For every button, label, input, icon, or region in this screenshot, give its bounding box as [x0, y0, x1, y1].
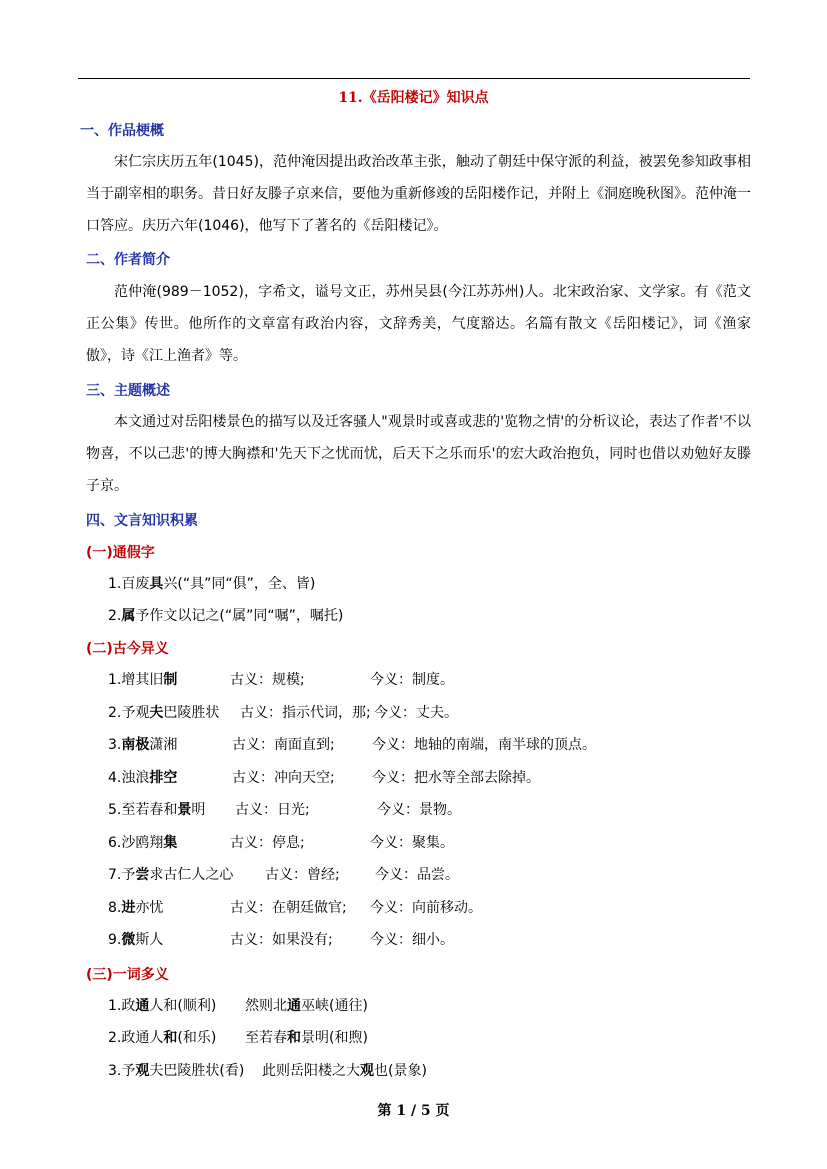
item-keyword: 观 — [360, 1063, 374, 1079]
item-number: 9. — [108, 932, 122, 948]
modern-meaning: 今义：地轴的南端，南半球的顶点。 — [372, 737, 596, 753]
item-text: 巫峡(通往) — [301, 998, 368, 1014]
tongjia-item — [108, 606, 343, 626]
ancient-meaning: 古义：指示代词，那; — [240, 705, 371, 721]
ancient-meaning: 古义：规模; — [230, 672, 305, 688]
item-keyword: 夫 — [149, 705, 164, 721]
item-text: 予观 — [121, 705, 150, 721]
item-number: 6. — [108, 835, 122, 851]
modern-meaning: 今义：向前移动。 — [370, 900, 482, 916]
document-title: 11.《岳阳楼记》知识点 — [338, 90, 489, 106]
item-text: 至若春 — [245, 1030, 287, 1046]
item-keyword: 观 — [135, 1063, 150, 1079]
item-number: 1. — [108, 576, 122, 592]
modern-meaning: 今义：丈夫。 — [374, 705, 458, 721]
gujin-item — [108, 930, 163, 950]
section-2-paragraph: 范仲淹(989－1052)，字希文，谥号文正，苏州吴县(今江苏苏州)人。北宋政治家、文学家。有《范文正公集》传世。他所作的文章富有政治内容，文辞秀美，气度豁达。名篇有散文《岳阳楼记》，词《渔家傲》，诗《江上渔者》等。 — [86, 284, 751, 364]
section-4-heading: 四、文言知识积累 — [86, 513, 198, 529]
ancient-meaning: 古义：停息; — [230, 835, 305, 851]
item-text: 予 — [121, 1063, 136, 1079]
item-number: 1. — [108, 998, 122, 1014]
item-text: 斯人 — [135, 932, 164, 948]
header-rule — [78, 78, 750, 79]
item-keyword: 具 — [149, 576, 164, 592]
duoyi-item — [108, 1061, 244, 1081]
item-keyword: 微 — [121, 932, 136, 948]
item-keyword: 集 — [163, 835, 178, 851]
item-text: 予 — [121, 867, 136, 883]
modern-meaning: 今义：聚集。 — [370, 835, 454, 851]
ancient-meaning: 古义：日光; — [235, 802, 310, 818]
section-2-heading: 二、作者简介 — [86, 252, 170, 268]
item-text: 兴(“具”同“俱”，全、皆) — [163, 576, 316, 592]
gujin-item — [108, 833, 177, 853]
item-number: 8. — [108, 900, 122, 916]
modern-meaning: 今义：品尝。 — [375, 867, 459, 883]
duoyi-item — [108, 1028, 216, 1048]
item-text: 此则岳阳楼之大 — [262, 1063, 360, 1079]
section-1-paragraph: 宋仁宗庆历五年(1045)，范仲淹因提出政治改革主张，触动了朝廷中保守派的利益，被罢免参知政事相当于副宰相的职务。昔日好友滕子京来信，要他为重新修竣的岳阳楼作记，并附上《洞庭晚秋图》。范仲淹一口答应。庆历六年(1046)，他写下了著名的《岳阳楼记》。 — [86, 154, 751, 234]
gujin-item — [108, 865, 233, 885]
item-text: (和乐) — [177, 1030, 217, 1046]
ancient-meaning: 古义：冲向天空; — [232, 770, 335, 786]
item-text: 明 — [191, 802, 206, 818]
item-keyword: 排空 — [149, 770, 178, 786]
item-keyword: 属 — [121, 608, 136, 624]
ancient-meaning: 古义：南面直到; — [232, 737, 335, 753]
item-text: 然则北 — [245, 998, 287, 1014]
item-number: 5. — [108, 802, 122, 818]
item-keyword: 制 — [163, 672, 178, 688]
gujin-heading: (二)古今异义 — [86, 641, 169, 657]
modern-meaning: 今义：把水等全部去除掉。 — [372, 770, 540, 786]
item-text: 也(景象) — [374, 1063, 427, 1079]
page-footer: 第 1 / 5 页 — [377, 1103, 450, 1119]
tongjia-heading: (一)通假字 — [86, 545, 155, 561]
gujin-item — [108, 670, 177, 690]
item-text: 夫巴陵胜状(看) — [149, 1063, 245, 1079]
item-keyword: 景 — [177, 802, 192, 818]
item-text: 予作文以记之(“属”同“嘱”，嘱托) — [135, 608, 344, 624]
item-text: 至若春和 — [121, 802, 178, 818]
item-keyword: 进 — [121, 900, 136, 916]
duoyi-item — [108, 996, 216, 1016]
item-text: 人和(顺利) — [149, 998, 217, 1014]
duoyi-heading: (三)一词多义 — [86, 967, 169, 983]
item-text: 沙鸥翔 — [121, 835, 164, 851]
gujin-item — [108, 703, 219, 723]
section-1-heading: 一、作品梗概 — [80, 123, 164, 139]
duoyi-example — [245, 996, 368, 1016]
duoyi-example — [262, 1061, 427, 1081]
gujin-item — [108, 735, 177, 755]
item-keyword: 和 — [163, 1030, 178, 1046]
item-text: 景明(和煦) — [301, 1030, 368, 1046]
item-keyword: 南极 — [121, 737, 150, 753]
modern-meaning: 今义：制度。 — [370, 672, 454, 688]
ancient-meaning: 古义：在朝廷做官; — [230, 900, 347, 916]
item-keyword: 和 — [287, 1030, 301, 1046]
item-text: 求古仁人之心 — [149, 867, 234, 883]
ancient-meaning: 古义：曾经; — [265, 867, 340, 883]
item-number: 7. — [108, 867, 122, 883]
item-text: 百废 — [121, 576, 150, 592]
item-keyword: 通 — [135, 998, 150, 1014]
gujin-item — [108, 898, 163, 918]
item-keyword: 通 — [287, 998, 301, 1014]
item-number: 3. — [108, 737, 122, 753]
modern-meaning: 今义：细小。 — [370, 932, 454, 948]
item-text: 巴陵胜状 — [163, 705, 220, 721]
item-text: 浊浪 — [121, 770, 150, 786]
section-3-paragraph: 本文通过对岳阳楼景色的描写以及迁客骚人"观景时或喜或悲的'览物之情'的分析议论，表达了作者'不以物喜，不以己悲'的博大胸襟和'先天下之忧而忧，后天下之乐而乐'的宏大政治抱负，同时也借以劝勉好友滕子京。 — [86, 414, 751, 494]
item-keyword: 尝 — [135, 867, 150, 883]
gujin-item — [108, 800, 205, 820]
item-text: 亦忧 — [135, 900, 164, 916]
item-number: 2. — [108, 1030, 122, 1046]
item-text: 增其旧 — [121, 672, 164, 688]
item-number: 2. — [108, 608, 122, 624]
ancient-meaning: 古义：如果没有; — [230, 932, 333, 948]
item-text: 政通人 — [121, 1030, 164, 1046]
gujin-item — [108, 768, 177, 788]
tongjia-item — [108, 574, 315, 594]
item-number: 2. — [108, 705, 122, 721]
section-3-heading: 三、主题概述 — [86, 383, 170, 399]
item-number: 1. — [108, 672, 122, 688]
item-text: 潇湘 — [149, 737, 178, 753]
item-number: 4. — [108, 770, 122, 786]
item-text: 政 — [121, 998, 136, 1014]
duoyi-example — [245, 1028, 368, 1048]
item-number: 3. — [108, 1063, 122, 1079]
modern-meaning: 今义：景物。 — [377, 802, 461, 818]
